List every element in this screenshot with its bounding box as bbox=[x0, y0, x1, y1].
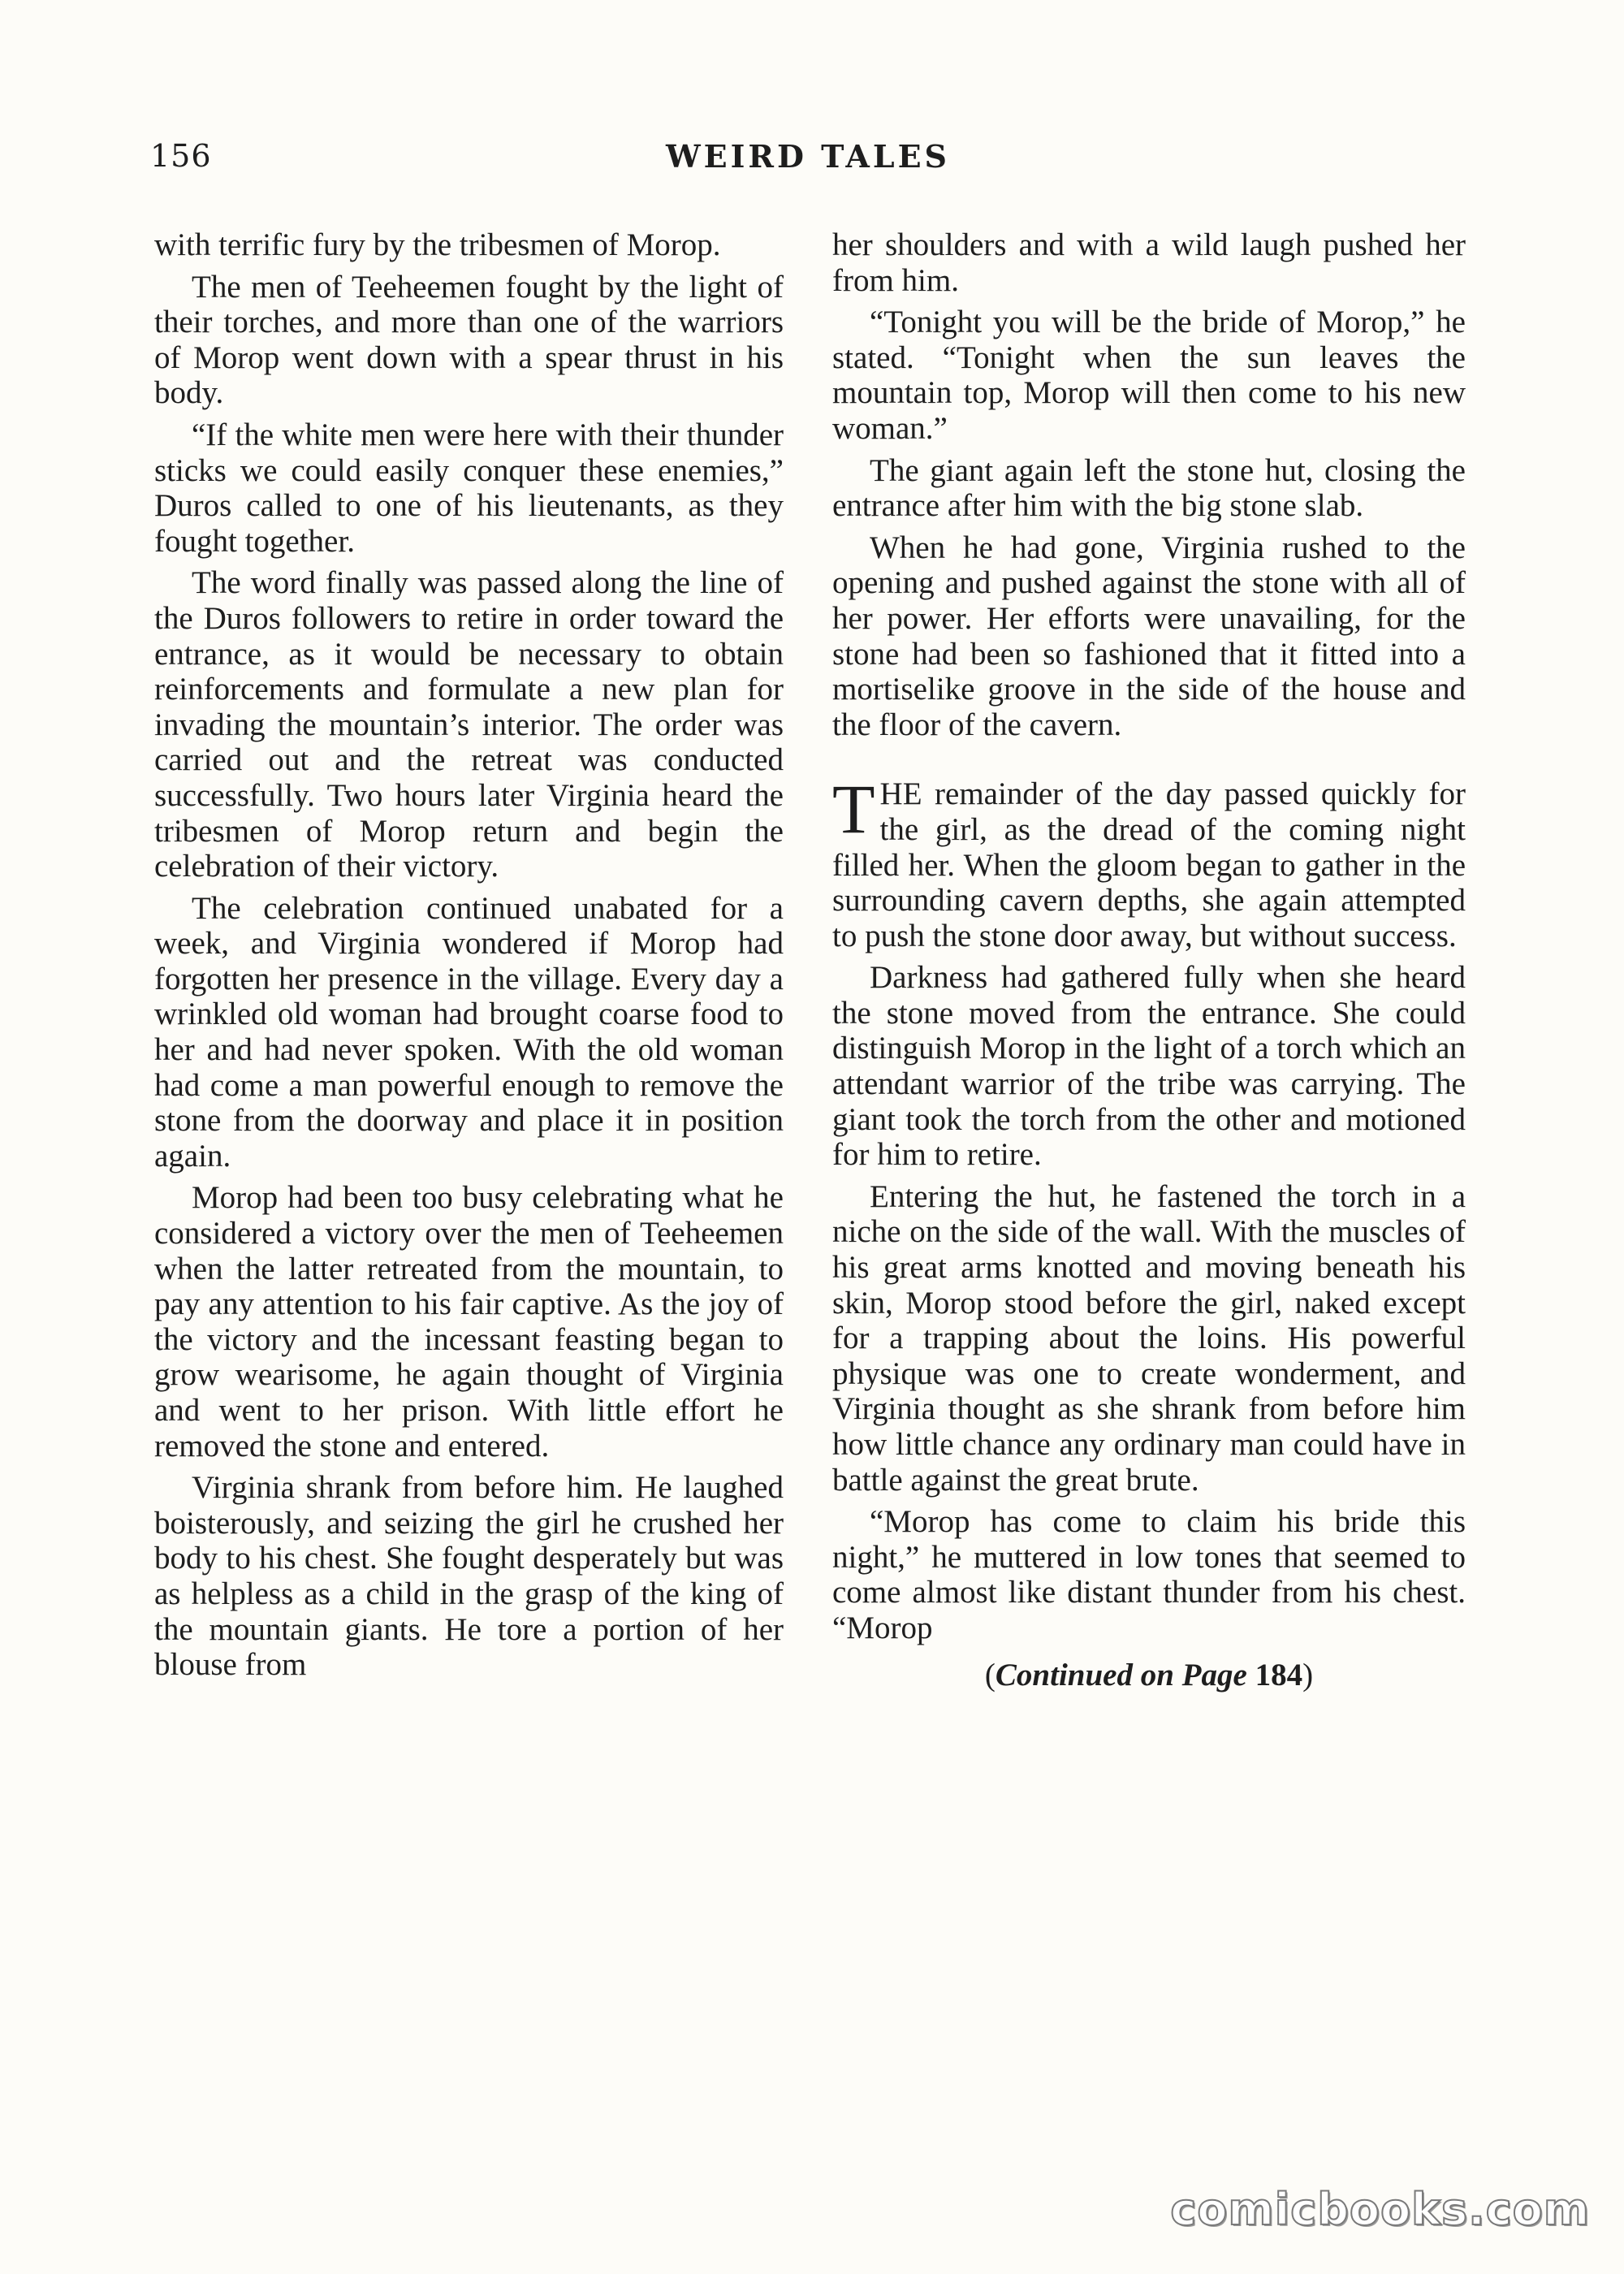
paragraph: The celebration continued unabated for a week, and Virginia wondered if Morop had forgotten her presence in the village. Every day a wrinkled old woman had brought coarse food to her and had never spoken. With the old woman had come a man powerful enough to remove the stone from the doorway and place it in position again. bbox=[154, 890, 784, 1174]
paragraph: with terrific fury by the tribesmen of Morop. bbox=[154, 227, 721, 262]
paragraph: The giant again left the stone hut, closing the entrance after him with the big stone slab. bbox=[832, 452, 1466, 524]
continued-close-paren: ) bbox=[1302, 1657, 1314, 1693]
watermark-text: comicbooks.com bbox=[1170, 2184, 1590, 2235]
paragraph: “Morop has come to claim his bride this night,” he muttered in low tones that seemed to come almost like distant thunder from his chest. “Morop bbox=[832, 1504, 1466, 1645]
paragraph: Virginia shrank from before him. He laughed boisterously, and seizing the girl he crushed her body to his chest. She fought desperately but was as helpless as a child in the grasp of the king of the mountain giants. He tore a portion of her blouse from bbox=[154, 1470, 784, 1683]
drop-cap: T bbox=[832, 770, 875, 849]
paragraph: “If the white men were here with their thunder sticks we could easily conquer these enemies,” Duros called to one of his lieutenants, as they fought together. bbox=[154, 417, 784, 559]
paragraph: Darkness had gathered fully when she heard the stone moved from the entrance. She could distinguish Morop in the light of a torch which an attendant warrior of the tribe was carrying. The giant took the torch from the other and motioned for him to retire. bbox=[832, 960, 1466, 1173]
section-start-paragraph bbox=[832, 770, 1466, 953]
continued-open-paren: ( bbox=[984, 1657, 996, 1693]
paragraph: When he had gone, Virginia rushed to the opening and pushed against the stone with all of her power. Her efforts were unavailing, for the stone had been so fashioned that it fitted into a mortiselike groove in the side of the house and the floor of the cavern. bbox=[832, 530, 1466, 742]
right-column bbox=[832, 227, 1466, 1699]
section-start-text: HE remainder of the day passed quickly for the girl, as the dread of the coming night filled her. When the gloom began to gather in the surrounding cavern depths, she again attempted to push the stone door away, but without success. bbox=[832, 776, 1466, 953]
paragraph: The men of Teeheemen fought by the light of their torches, and more than one of the warriors of Morop went down with a spear thrust in his body. bbox=[154, 269, 784, 411]
paragraph: The word finally was passed along the line of the Duros followers to retire in order toward the entrance, as it would be necessary to obtain reinforcements and formulate a new plan for invading the mountain’s interior. The order was carried out and the retreat was conducted successfully. Two hours later Virginia heard the tribesmen of Morop return and begin the celebration of their victory. bbox=[154, 565, 784, 884]
page-header bbox=[150, 138, 1466, 179]
paragraph: “Tonight you will be the bride of Morop,” he stated. “Tonight when the sun leaves the mountain top, Morop will then come to his new woman.” bbox=[832, 305, 1466, 446]
running-head-title: WEIRD TALES bbox=[666, 138, 950, 175]
paragraph: Entering the hut, he fastened the torch in a niche on the side of the wall. With the muscles of his great arms knotted and moving beneath his skin, Morop stood before the girl, naked except for a trapping about the loins. His powerful physique was one to create wonderment, and Virginia thought as she shrank from before him how little chance any ordinary man could have in battle against the great brute. bbox=[832, 1178, 1466, 1498]
page-number: 156 bbox=[150, 138, 212, 174]
paragraph: Morop had been too busy celebrating what he considered a victory over the men of Teeheemen when the latter retreated from the mountain, to pay any attention to his fair captive. As the joy of the victory and the incessant feasting began to grow wearisome, he again thought of Virginia and went to her prison. With little effort he removed the stone and entered. bbox=[154, 1180, 784, 1463]
continued-label: Continued on Page bbox=[995, 1657, 1247, 1693]
left-column bbox=[154, 227, 784, 1689]
continued-notice bbox=[832, 1658, 1466, 1693]
continued-page-number: 184 bbox=[1255, 1657, 1303, 1693]
paragraph: her shoulders and with a wild laugh pushed her from him. bbox=[832, 227, 1466, 298]
